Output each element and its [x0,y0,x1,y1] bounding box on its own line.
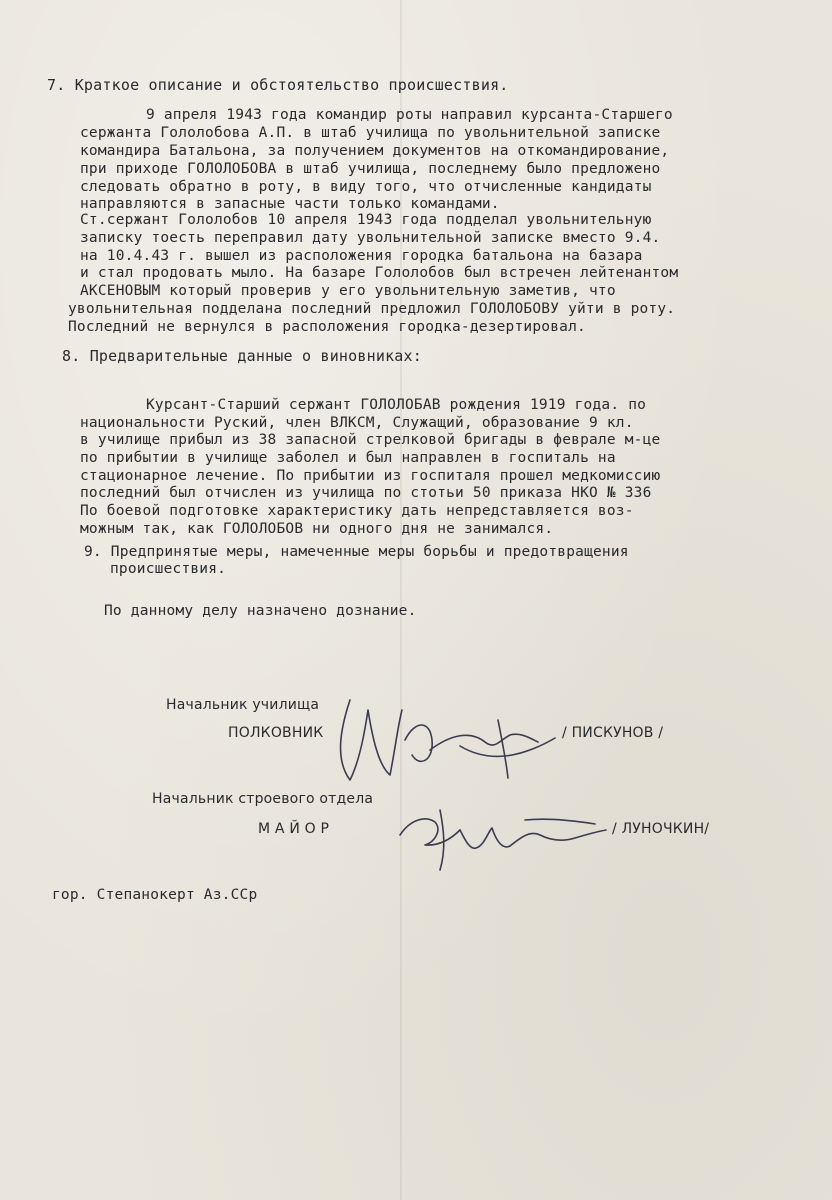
section9-line: происшествия. [110,561,227,577]
section7-line: Последний не вернулся в расположения городка-дезертировал. [68,319,586,335]
section8-line: Курсант-Старший сержант ГОЛОЛОБАВ рождения 1919 года. по [146,397,647,413]
section7-line: следовать обратно в роту, в виду того, что отчисленные кандидаты [80,179,652,195]
section7-line: направляются в запасные части только командами. [80,196,500,212]
section7-line: сержанта Гололобова А.П. в штаб училища по увольнительной записке [80,125,661,141]
section8-line: в училище прибыл из 38 запасной стрелковой бригады в феврале м-це [80,432,661,448]
section7-line: увольнительная подделана последний предложил ГОЛОЛОБОВУ уйти в роту. [68,301,676,317]
section7-line: Ст.сержант Гололобов 10 апреля 1943 года подделал увольнительную [80,212,652,228]
head-name: / ПИСКУНОВ / [562,725,664,741]
section7-line: на 10.4.43 г. вышел из расположения городка батальона на базара [80,248,643,264]
section8-line: национальности Руский, член ВЛКСМ, Служащий, образование 9 кл. [80,415,634,431]
inquiry-note: По данному делу назначено дознание. [104,603,417,619]
staff-signature [380,780,620,880]
staff-name: / ЛУНОЧКИН/ [612,821,710,837]
section7-line: командира Батальона, за получением документов на откомандирование, [80,143,670,159]
section7-line: записку тоесть переправил дату увольнительной записке вместо 9.4. [80,230,661,246]
section7-heading: 7. Краткое описание и обстоятельство происшествия. [47,76,509,94]
head-rank: ПОЛКОВНИК [228,725,324,741]
section8-heading: 8. Предварительные данные о виновниках: [62,347,422,365]
section8-line: последний был отчислен из училища по стотьи 50 приказа НКО № 336 [80,485,652,501]
staff-rank: М А Й О Р [258,821,330,837]
section7-line: при приходе ГОЛОЛОБОВА в штаб училища, последнему было предложено [80,161,661,177]
section8-line: по прибытии в училище заболел и был направлен в госпиталь на [80,450,616,466]
section8-line: По боевой подготовке характеристику дать непредставляется воз- [80,503,634,519]
staff-title: Начальник строевого отдела [152,791,374,807]
section9-line: 9. Предпринятые меры, намеченные меры борьбы и предотвращения [84,544,629,560]
place-line: гор. Степанокерт Аз.ССр [52,887,258,903]
section7-line: 9 апреля 1943 года командир роты направил курсанта-Старшего [146,107,673,123]
head-title: Начальник училища [166,697,320,713]
section8-line: стационарное лечение. По прибытии из госпиталя прошел медкомиссию [80,468,661,484]
section7-line: и стал продовать мыло. На базаре Гололобов был встречен лейтенантом [80,265,679,281]
section7-line: АКСЕНОВЫМ который проверив у его увольнительную заметив, что [80,283,616,299]
section8-line: можным так, как ГОЛОЛОБОВ ни одного дня не занимался. [80,521,554,537]
